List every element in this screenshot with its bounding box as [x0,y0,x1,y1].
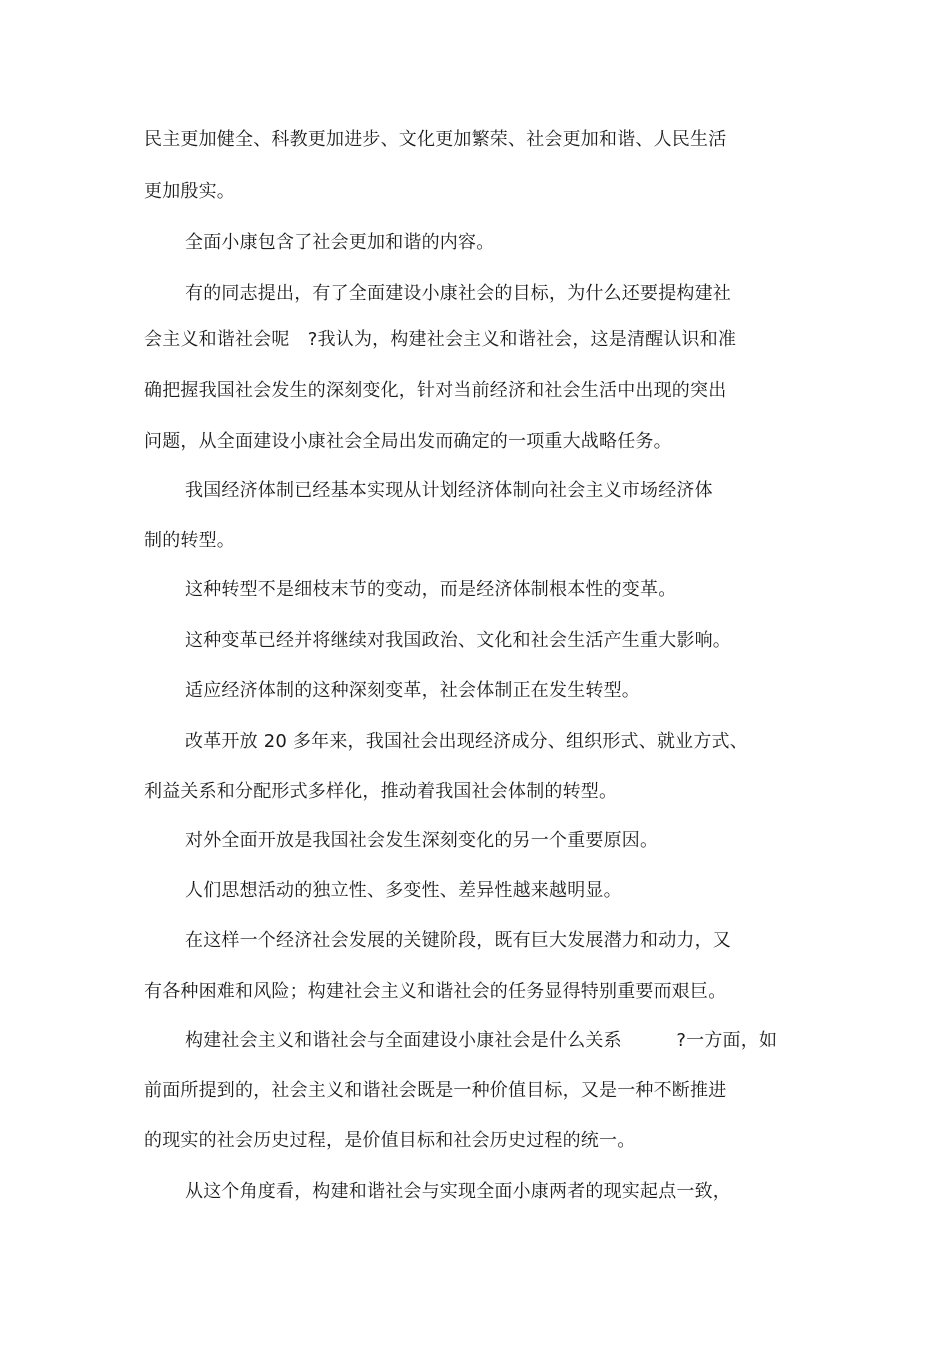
text-line: 从这个角度看，构建和谐社会与实现全面小康两者的现实起点一致， [185,1181,731,1202]
text-line: 这种转型不是细枝末节的变动，而是经济体制根本性的变革。 [185,579,677,600]
text-line: 有的同志提出，有了全面建设小康社会的目标，为什么还要提构建社 [185,283,731,304]
text-line: 会主义和谐社会呢 ?我认为，构建社会主义和谐社会，这是清醒认识和准 [144,329,737,350]
text-line: 制的转型。 [144,530,235,551]
text-line: 人们思想活动的独立性、多变性、差异性越来越明显。 [185,880,622,901]
text-line: 在这样一个经济社会发展的关键阶段，既有巨大发展潜力和动力，又 [185,930,731,951]
text-line: 全面小康包含了社会更加和谐的内容。 [185,232,495,253]
text-line: 对外全面开放是我国社会发生深刻变化的另一个重要原因。 [185,830,659,851]
text-line: 构建社会主义和谐社会与全面建设小康社会是什么关系 ?一方面，如 [185,1030,778,1051]
text-line: 这种变革已经并将继续对我国政治、文化和社会生活产生重大影响。 [185,630,731,651]
text-line: 的现实的社会历史过程，是价值目标和社会历史过程的统一。 [144,1130,636,1151]
text-line: 改革开放 20 多年来，我国社会出现经济成分、组织形式、就业方式、 [185,731,748,752]
text-line: 更加殷实。 [144,181,235,202]
text-line: 利益关系和分配形式多样化，推动着我国社会体制的转型。 [144,781,618,802]
text-line: 确把握我国社会发生的深刻变化，针对当前经济和社会生活中出现的突出 [144,380,727,401]
text-line: 有各种困难和风险；构建社会主义和谐社会的任务显得特别重要而艰巨。 [144,981,727,1002]
text-line: 问题，从全面建设小康社会全局出发而确定的一项重大战略任务。 [144,431,672,452]
text-line: 适应经济体制的这种深刻变革，社会体制正在发生转型。 [185,680,640,701]
text-line: 前面所提到的，社会主义和谐社会既是一种价值目标，又是一种不断推进 [144,1080,727,1101]
text-line: 我国经济体制已经基本实现从计划经济体制向社会主义市场经济体 [185,480,713,501]
text-line: 民主更加健全、科教更加进步、文化更加繁荣、社会更加和谐、人民生活 [144,129,727,150]
